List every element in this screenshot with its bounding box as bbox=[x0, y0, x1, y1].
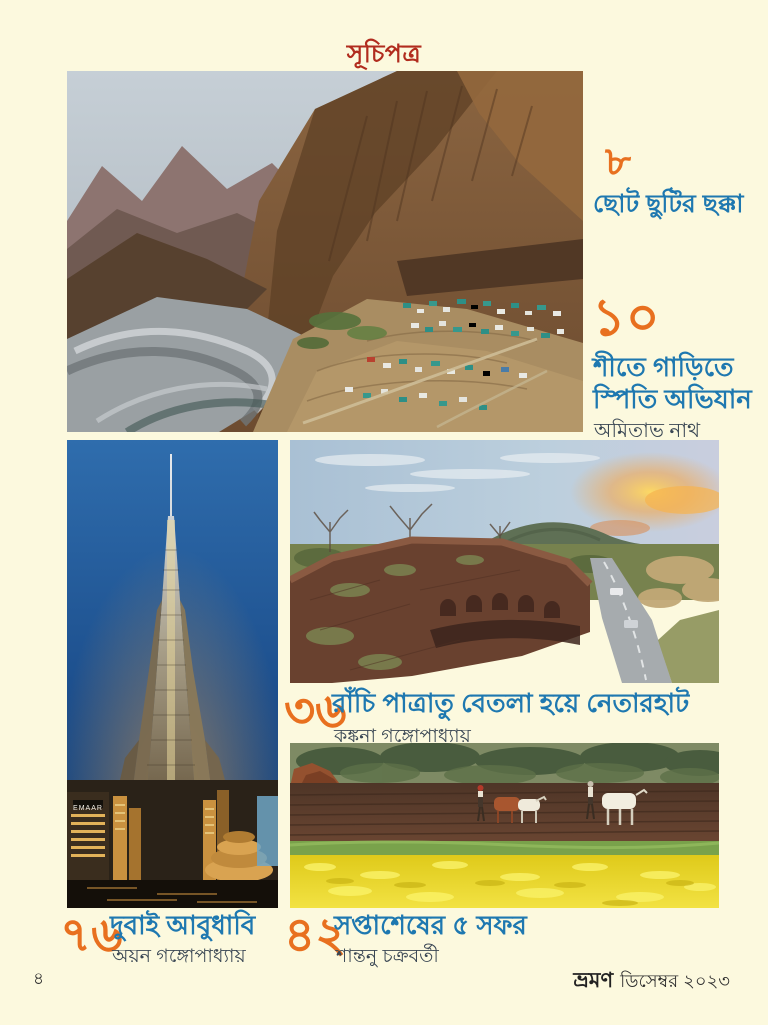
entry-author-amitabha-nath: অমিতাভ নাথ bbox=[594, 420, 701, 442]
entry-number-76: ৭৬ bbox=[60, 909, 123, 962]
field-illustration bbox=[290, 743, 719, 908]
entry-title-spiti-line1: শীতে গাড়িতে bbox=[593, 352, 734, 382]
entry-title-saptasesher-5-safar: সপ্তাশেষের ৫ সফর bbox=[334, 910, 527, 940]
emaar-sign-text: EMAAR bbox=[73, 805, 103, 812]
photo-burj-khalifa bbox=[67, 440, 278, 908]
entry-number-36: ৩৬ bbox=[284, 685, 347, 738]
page-title: সূচিপত্র bbox=[346, 40, 422, 68]
burj-illustration bbox=[67, 440, 278, 908]
magazine-logo: ভ্রমণ bbox=[573, 969, 614, 992]
footer-issue-date: ডিসেম্বর ২০২৩ bbox=[620, 971, 730, 991]
footer-issue-line bbox=[573, 964, 730, 999]
entry-author-ayan-gangopadhyay: অয়ন গঙ্গোপাধ্যায় bbox=[112, 946, 246, 967]
entry-title-chhoto-chhutir-chhokka: ছোট ছুটির ছক্কা bbox=[593, 190, 744, 218]
entry-author-kankana-gangopadhyay: কঙ্কনা গঙ্গোপাধ্যায় bbox=[334, 726, 471, 747]
entry-number-10: ১০ bbox=[592, 289, 660, 347]
entry-title-dubai-abudhabi: দুবাই আবুধাবি bbox=[110, 910, 256, 940]
photo-mustard-field bbox=[290, 743, 719, 908]
entry-author-shantanu-chakraborty: শান্তনু চক্রবর্তী bbox=[336, 946, 439, 967]
entry-title-ranchi-netarhat: রাঁচি পাত্রাতু বেতলা হয়ে নেতারহাট bbox=[332, 688, 690, 718]
entry-number-8: ৮ bbox=[605, 140, 631, 184]
photo-fort-road bbox=[290, 440, 719, 683]
spiti-illustration bbox=[67, 71, 583, 432]
footer-page-number: ৪ bbox=[33, 969, 45, 988]
entry-number-42: ৪২ bbox=[284, 909, 347, 962]
fort-illustration bbox=[290, 440, 719, 683]
entry-title-spiti-line2: স্পিতি অভিযান bbox=[593, 384, 752, 414]
photo-spiti-valley bbox=[67, 71, 583, 432]
